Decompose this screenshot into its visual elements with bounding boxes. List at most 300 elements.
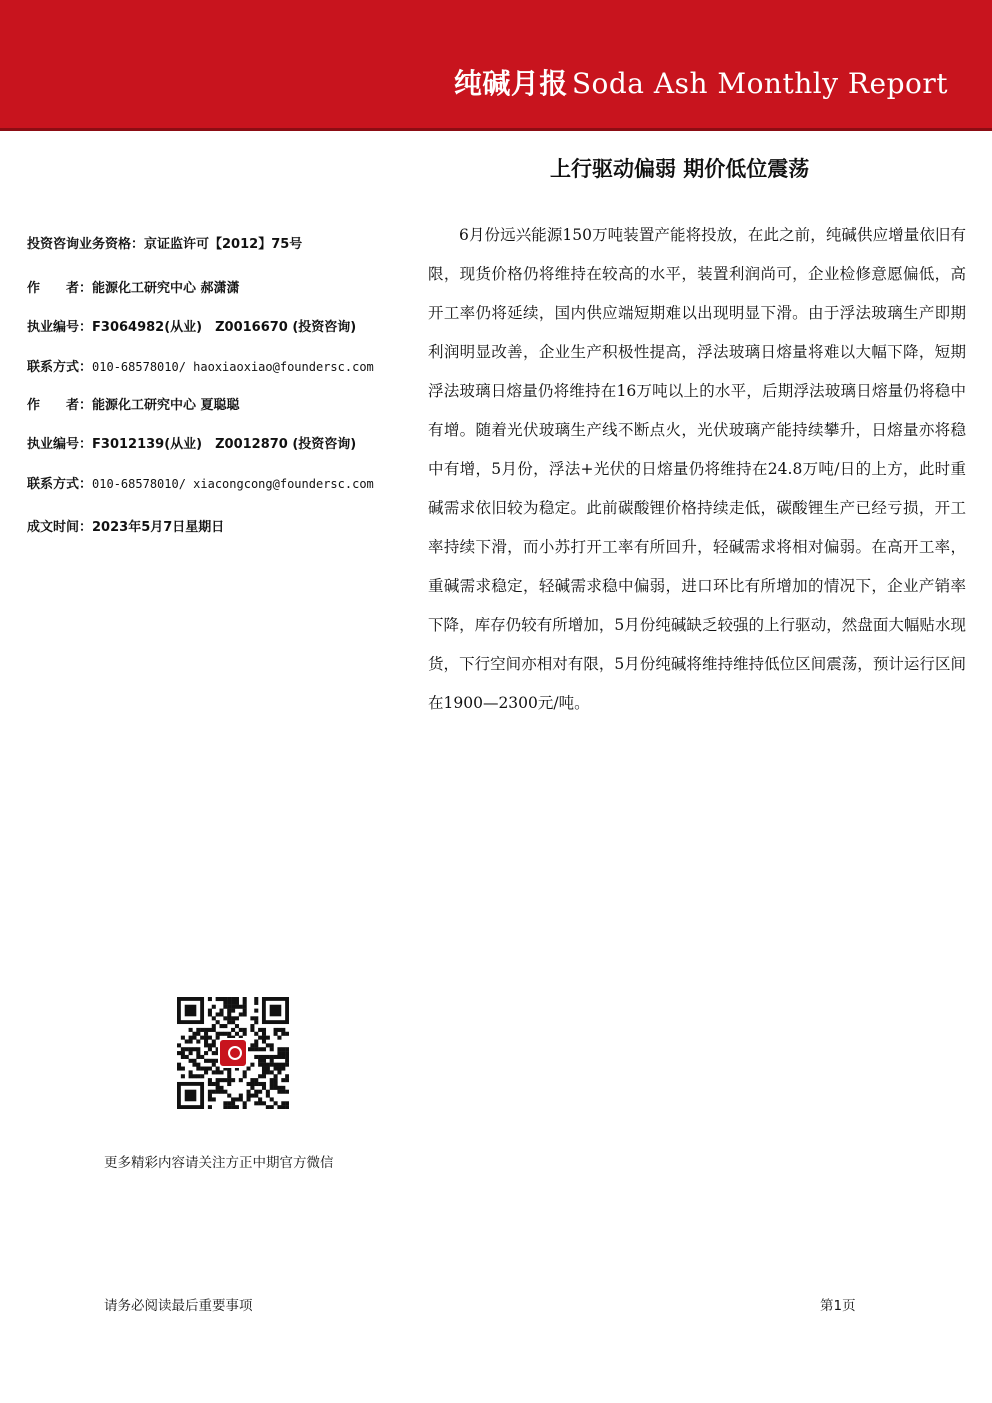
qr-module — [254, 1016, 258, 1020]
qr-module — [274, 1086, 278, 1090]
article-headline: 上行驱动偏弱 期价低位震荡 — [550, 157, 810, 181]
qr-module — [227, 1020, 231, 1024]
qr-module — [262, 1070, 266, 1074]
qr-module — [277, 1063, 281, 1067]
contact-label: 联系方式： — [27, 360, 93, 375]
qr-module — [196, 1032, 200, 1036]
qr-module — [285, 1059, 289, 1063]
qualification-row — [27, 236, 407, 275]
qr-module — [212, 1082, 216, 1086]
qr-module — [262, 1082, 266, 1086]
qr-module — [285, 1047, 289, 1051]
qr-module — [204, 1032, 208, 1036]
qr-module — [239, 1097, 243, 1101]
author-label: 作 者： — [27, 398, 93, 413]
qr-module — [239, 1028, 243, 1032]
qr-module — [216, 1070, 220, 1074]
qr-module — [196, 1039, 200, 1043]
qr-module — [208, 1047, 212, 1051]
qr-module — [281, 1055, 285, 1059]
qr-module — [223, 1016, 227, 1020]
qr-module — [277, 1036, 281, 1040]
qr-module — [262, 1086, 266, 1090]
qr-module — [266, 1036, 270, 1040]
qr-module — [192, 1063, 196, 1067]
qr-module — [231, 1020, 235, 1024]
qr-module — [285, 1101, 289, 1105]
qr-module — [254, 1032, 258, 1036]
qr-module — [258, 1028, 262, 1032]
qr-module — [223, 1105, 227, 1109]
qr-caption: 更多精彩内容请关注方正中期官方微信 — [104, 1155, 334, 1171]
qr-module — [270, 1043, 274, 1047]
qr-module — [254, 1043, 258, 1047]
qr-module — [270, 1105, 274, 1109]
footer-notice: 请务必阅读最后重要事项 — [104, 1298, 253, 1314]
qr-module — [219, 1086, 223, 1090]
qr-module — [262, 1063, 266, 1067]
qr-module — [223, 1005, 227, 1009]
qr-module — [250, 1047, 254, 1051]
qr-module — [254, 1001, 258, 1005]
page-number: 第1页 — [820, 1298, 856, 1314]
qr-module — [274, 1078, 278, 1082]
qr-module — [243, 997, 247, 1001]
qr-module — [227, 1101, 231, 1105]
qr-module — [243, 1032, 247, 1036]
qr-module — [196, 1063, 200, 1067]
qr-module — [239, 1078, 243, 1082]
qr-module — [212, 1051, 216, 1055]
qr-module — [243, 1028, 247, 1032]
qr-module — [223, 997, 227, 1001]
contact-label: 联系方式： — [27, 477, 93, 492]
contact-value: 010-68578010/ haoxiaoxiao@foundersc.com — [92, 360, 374, 374]
qr-module — [196, 1051, 200, 1055]
qr-module — [285, 1032, 289, 1036]
qr-module — [208, 1043, 212, 1047]
qr-module — [274, 1074, 278, 1078]
qr-module — [281, 1028, 285, 1032]
qr-module — [243, 1101, 247, 1105]
brand-logo-icon — [218, 1038, 248, 1068]
qr-module — [243, 1074, 247, 1078]
qr-module — [212, 1063, 216, 1067]
qr-module — [235, 1032, 239, 1036]
qr-module — [285, 1063, 289, 1067]
qr-module — [227, 1082, 231, 1086]
date-row — [27, 519, 407, 558]
qr-module — [192, 1047, 196, 1051]
date-label: 成文时间： — [27, 520, 93, 535]
qr-module — [212, 1070, 216, 1074]
qr-module — [254, 1082, 258, 1086]
qr-module — [262, 1047, 266, 1051]
qr-module — [189, 1036, 193, 1040]
qr-module — [258, 1101, 262, 1105]
qr-module — [216, 1067, 220, 1071]
qr-module — [274, 1028, 278, 1032]
qr-module — [216, 1078, 220, 1082]
qr-module — [208, 1012, 212, 1016]
qr-module — [281, 1032, 285, 1036]
qr-module — [212, 1028, 216, 1032]
qr-module — [216, 1090, 220, 1094]
qr-module — [254, 1101, 258, 1105]
qr-module — [200, 1067, 204, 1071]
qr-module — [196, 1028, 200, 1032]
author-value: 能源化工研究中心 郝潇潇 — [92, 281, 240, 296]
qr-module — [185, 1047, 189, 1051]
qr-module — [277, 1105, 281, 1109]
qr-module — [223, 1078, 227, 1082]
qr-module — [227, 1032, 231, 1036]
qr-module — [200, 1055, 204, 1059]
author-value: 能源化工研究中心 夏聪聪 — [92, 398, 240, 413]
qr-module — [277, 1055, 281, 1059]
qr-module — [247, 1067, 251, 1071]
qr-module — [274, 1055, 278, 1059]
qr-module — [231, 1016, 235, 1020]
qr-module — [216, 1012, 220, 1016]
qr-module — [189, 1051, 193, 1055]
qr-module — [212, 1043, 216, 1047]
qr-module — [223, 1090, 227, 1094]
qr-module — [262, 1074, 266, 1078]
qr-module — [270, 1082, 274, 1086]
qr-module — [243, 1070, 247, 1074]
qr-module — [219, 1009, 223, 1013]
qr-module — [254, 1047, 258, 1051]
qr-module — [254, 1039, 258, 1043]
qr-module — [219, 1024, 223, 1028]
qr-module — [262, 1036, 266, 1040]
qr-module — [212, 1039, 216, 1043]
qr-module — [247, 1097, 251, 1101]
qr-module — [231, 1078, 235, 1082]
qr-module — [254, 1009, 258, 1013]
qr-module — [266, 1067, 270, 1071]
qr-module — [262, 1067, 266, 1071]
qr-module — [266, 1055, 270, 1059]
qr-module — [270, 1086, 274, 1090]
qualification-label: 投资咨询业务资格： — [27, 237, 145, 252]
qr-finder-square — [185, 1005, 197, 1017]
qr-module — [258, 1097, 262, 1101]
qr-module — [250, 1028, 254, 1032]
qr-module — [196, 1055, 200, 1059]
qr-module — [231, 1097, 235, 1101]
qr-module — [250, 1078, 254, 1082]
qr-module — [212, 1097, 216, 1101]
qr-module — [227, 1094, 231, 1098]
qr-module — [204, 1070, 208, 1074]
qr-module — [266, 1043, 270, 1047]
qr-module — [204, 1043, 208, 1047]
qr-module — [262, 1101, 266, 1105]
qr-module — [274, 1082, 278, 1086]
qr-module — [231, 1028, 235, 1032]
qr-module — [250, 1063, 254, 1067]
qr-module — [258, 1055, 262, 1059]
qr-module — [208, 1067, 212, 1071]
qr-module — [208, 1090, 212, 1094]
qr-module — [177, 1051, 181, 1055]
qr-module — [266, 1070, 270, 1074]
qr-module — [196, 1074, 200, 1078]
license-row — [27, 436, 407, 475]
qr-module — [204, 1028, 208, 1032]
qr-module — [177, 1063, 181, 1067]
qr-module — [277, 1047, 281, 1051]
qr-module — [247, 1082, 251, 1086]
qr-module — [181, 1051, 185, 1055]
qr-module — [189, 1028, 193, 1032]
qr-module — [223, 1024, 227, 1028]
author-info-panel — [27, 236, 407, 558]
article-body: 6月份远兴能源150万吨装置产能将投放，在此之前，纯碱供应增量依旧有限，现货价格仍将维持在较高的水平，装置利润尚可，企业检修意愿偏低，高开工率仍将延续，国内供应端短期难以出现明显下滑。由于浮法玻璃生产即期利润明显改善，企业生产积极性提高，浮法玻璃日熔量将难以大幅下降，短期浮法玻璃日熔量仍将维持在16万吨以上的水平，后期浮法玻璃日熔量仍将稳中有增。随着光伏玻璃生产线不断点火，光伏玻璃产能持续攀升，日熔量亦将稳中有增，5月份，浮法+光伏的日熔量仍将维持在24.8万吨/日的上方，此时重碱需求依旧较为稳定。此前碳酸锂价格持续走低，碳酸锂生产已经亏损，开工率持续下滑，而小苏打开工率有所回升，轻碱需求将相对偏弱。在高开工率，重碱需求稳定，轻碱需求稳中偏弱，进口环比有所增加的情况下，企业产销率下降，库存仍较有所增加，5月份纯碱缺乏较强的上行驱动，然盘面大幅贴水现货，下行空间亦相对有限，5月份纯碱将维持维持低位区间震荡，预计运行区间在1900—2300元/吨。 — [428, 226, 966, 712]
qr-module — [277, 1090, 281, 1094]
qr-module — [239, 1005, 243, 1009]
qr-module — [185, 1055, 189, 1059]
qr-module — [189, 1074, 193, 1078]
report-title — [454, 62, 948, 102]
qr-module — [231, 1001, 235, 1005]
qr-module — [235, 1105, 239, 1109]
qr-module — [277, 1028, 281, 1032]
qr-module — [212, 1016, 216, 1020]
qr-module — [277, 1070, 281, 1074]
author-label: 作 者： — [27, 281, 93, 296]
qr-module — [243, 1009, 247, 1013]
qr-module — [247, 1090, 251, 1094]
qr-module — [227, 1016, 231, 1020]
qr-module — [200, 1028, 204, 1032]
qr-module — [235, 1001, 239, 1005]
qr-module — [235, 1024, 239, 1028]
qr-module — [254, 1094, 258, 1098]
qr-module — [204, 1039, 208, 1043]
qr-module — [266, 1105, 270, 1109]
qr-module — [243, 1005, 247, 1009]
qr-module — [185, 1039, 189, 1043]
qr-module — [281, 1067, 285, 1071]
qr-code-icon — [177, 997, 289, 1109]
qr-module — [227, 997, 231, 1001]
qr-module — [274, 1101, 278, 1105]
qr-module — [247, 1094, 251, 1098]
qr-module — [216, 1086, 220, 1090]
qr-module — [216, 1032, 220, 1036]
license-row — [27, 319, 407, 358]
qr-module — [204, 1059, 208, 1063]
qr-finder-square — [185, 1090, 197, 1102]
qr-module — [266, 1094, 270, 1098]
qr-module — [196, 1047, 200, 1051]
qr-module — [216, 1082, 220, 1086]
qr-module — [258, 1063, 262, 1067]
qr-module — [219, 1090, 223, 1094]
qr-module — [270, 1055, 274, 1059]
qr-module — [274, 1032, 278, 1036]
qr-module — [189, 1070, 193, 1074]
qr-module — [208, 1009, 212, 1013]
qr-module — [200, 1036, 204, 1040]
qr-module — [239, 1094, 243, 1098]
qr-module — [254, 1020, 258, 1024]
qr-module — [262, 1055, 266, 1059]
qr-module — [212, 1005, 216, 1009]
qr-module — [227, 1105, 231, 1109]
qr-module — [189, 1059, 193, 1063]
qr-module — [235, 1005, 239, 1009]
qr-module — [250, 1016, 254, 1020]
qr-module — [227, 1074, 231, 1078]
qr-module — [208, 1097, 212, 1101]
qr-module — [270, 1078, 274, 1082]
qr-module — [208, 997, 212, 1001]
qr-module — [223, 1101, 227, 1105]
qr-module — [189, 1039, 193, 1043]
qr-module — [181, 1067, 185, 1071]
qr-module — [227, 1005, 231, 1009]
qr-module — [262, 1032, 266, 1036]
qr-module — [270, 1063, 274, 1067]
qr-module — [254, 1055, 258, 1059]
qr-module — [239, 1012, 243, 1016]
qr-module — [258, 1047, 262, 1051]
qr-module — [219, 1032, 223, 1036]
qr-module — [192, 1074, 196, 1078]
qr-module — [258, 1036, 262, 1040]
qr-module — [227, 1001, 231, 1005]
header-divider — [0, 128, 992, 131]
author-row — [27, 280, 407, 319]
qr-module — [274, 1063, 278, 1067]
qr-module — [285, 1074, 289, 1078]
qr-module — [274, 1067, 278, 1071]
qr-module — [270, 1070, 274, 1074]
qr-module — [177, 1067, 181, 1071]
qr-module — [235, 1097, 239, 1101]
qr-module — [243, 1012, 247, 1016]
qr-module — [258, 1074, 262, 1078]
qr-module — [235, 997, 239, 1001]
qr-module — [181, 1055, 185, 1059]
qr-module — [270, 1059, 274, 1063]
qr-module — [250, 1043, 254, 1047]
qr-module — [250, 1082, 254, 1086]
license-label: 执业编号： — [27, 437, 93, 452]
qr-module — [254, 1078, 258, 1082]
qr-module — [281, 1047, 285, 1051]
contact-row — [27, 475, 407, 514]
qr-module — [285, 1105, 289, 1109]
qr-module — [266, 1063, 270, 1067]
report-title-en: Soda Ash Monthly Report — [571, 67, 948, 100]
qr-module — [227, 1078, 231, 1082]
qr-module — [254, 997, 258, 1001]
qr-module — [262, 1039, 266, 1043]
qr-module — [219, 997, 223, 1001]
qr-module — [200, 1074, 204, 1078]
license-value: F3012139(从业) Z0012870 (投资咨询) — [92, 437, 357, 452]
qr-module — [285, 1090, 289, 1094]
qr-module — [281, 1051, 285, 1055]
qr-module — [181, 1047, 185, 1051]
qr-module — [231, 997, 235, 1001]
qr-module — [285, 1078, 289, 1082]
qr-module — [243, 1105, 247, 1109]
qr-module — [281, 1063, 285, 1067]
qr-module — [285, 1055, 289, 1059]
qr-finder-square — [270, 1005, 282, 1017]
qr-module — [208, 1105, 212, 1109]
qr-module — [216, 997, 220, 1001]
qr-module — [227, 1012, 231, 1016]
qr-module — [258, 1082, 262, 1086]
qr-module — [227, 1070, 231, 1074]
report-title-cn: 纯碱月报 — [453, 67, 568, 100]
qr-module — [208, 1028, 212, 1032]
qr-module — [258, 1059, 262, 1063]
qr-module — [208, 1078, 212, 1082]
license-label: 执业编号： — [27, 320, 93, 335]
qr-module — [231, 1009, 235, 1013]
contact-value: 010-68578010/ xiacongcong@foundersc.com — [92, 477, 374, 491]
qr-module — [277, 1051, 281, 1055]
qr-module — [192, 1032, 196, 1036]
qr-module — [231, 1101, 235, 1105]
qr-module — [254, 1090, 258, 1094]
qr-module — [281, 1101, 285, 1105]
qr-module — [177, 1043, 181, 1047]
qr-module — [212, 1059, 216, 1063]
qr-module — [281, 1078, 285, 1082]
qr-module — [212, 1090, 216, 1094]
qr-module — [281, 1086, 285, 1090]
author-row — [27, 397, 407, 436]
qr-module — [270, 1047, 274, 1051]
qr-module — [192, 1036, 196, 1040]
qr-module — [192, 1059, 196, 1063]
qr-module — [243, 1001, 247, 1005]
qr-module — [181, 1074, 185, 1078]
qr-module — [250, 1094, 254, 1098]
qr-module — [262, 1028, 266, 1032]
qr-module — [208, 1036, 212, 1040]
qr-module — [212, 1024, 216, 1028]
qr-module — [219, 1012, 223, 1016]
qr-module — [250, 1086, 254, 1090]
qr-module — [204, 1036, 208, 1040]
license-value: F3064982(从业) Z0016670 (投资咨询) — [92, 320, 357, 335]
qr-module — [223, 1001, 227, 1005]
date-value: 2023年5月7日星期日 — [92, 520, 225, 535]
qr-module — [223, 1032, 227, 1036]
qr-module — [208, 1082, 212, 1086]
qr-module — [262, 1059, 266, 1063]
qr-module — [196, 1067, 200, 1071]
qr-module — [227, 1009, 231, 1013]
qr-module — [277, 1086, 281, 1090]
qr-module — [285, 1051, 289, 1055]
qr-module — [270, 1097, 274, 1101]
qr-module — [216, 1020, 220, 1024]
qr-module — [231, 1005, 235, 1009]
qr-module — [208, 1059, 212, 1063]
qr-module — [235, 1016, 239, 1020]
